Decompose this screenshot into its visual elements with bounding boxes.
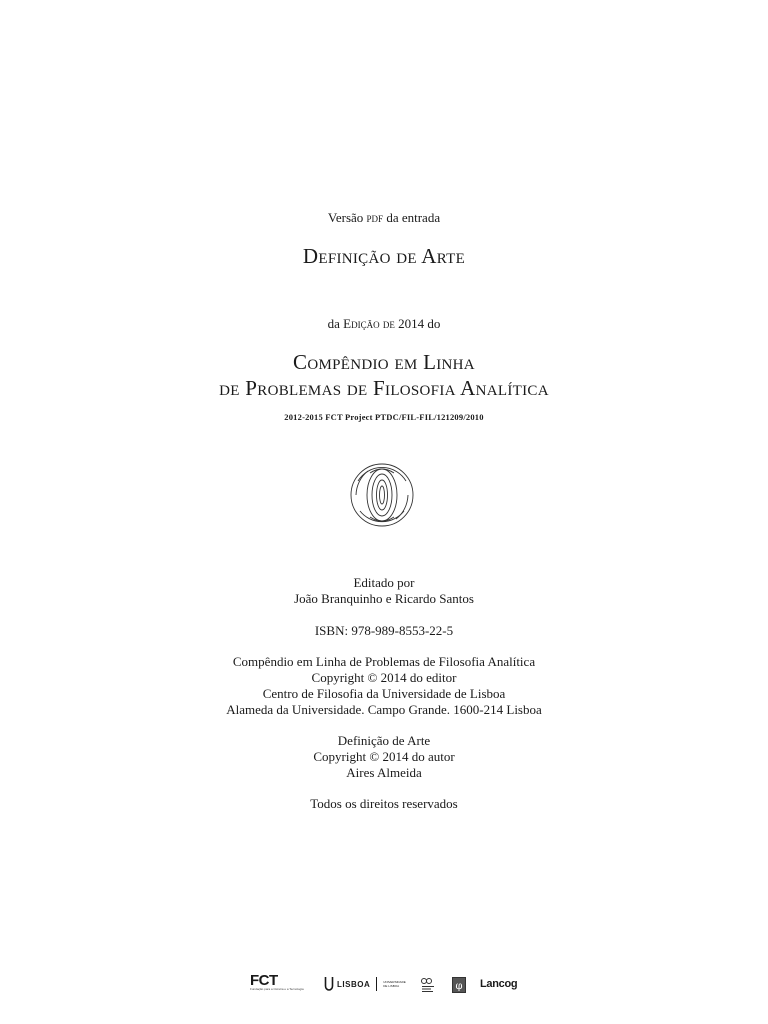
- entry-word: da entrada: [386, 210, 441, 225]
- faculty-logo-icon: [420, 977, 436, 993]
- rights-reserved: Todos os direitos reservados: [310, 796, 458, 811]
- philosophy-centre-logo-icon: [452, 977, 466, 993]
- svg-text:φ: φ: [455, 981, 463, 992]
- fct-logo-text: FCT: [250, 972, 278, 989]
- fct-logo: [250, 974, 304, 991]
- compendium-title-line2: de Problemas de Filosofia Analítica: [219, 376, 549, 400]
- center-name: Centro de Filosofia da Universidade de Lisboa: [262, 686, 506, 701]
- compendium-emblem-icon: [348, 461, 416, 529]
- edition-pre: da: [327, 316, 340, 331]
- fct-logo-subtext: Fundação para a Ciência e a Tecnologia: [250, 987, 304, 991]
- editor-copyright: Copyright © 2014 do editor: [311, 670, 457, 685]
- entry-title: Definição de Arte: [302, 244, 466, 268]
- version-word: Versão: [327, 210, 364, 225]
- isbn: ISBN: 978-989-8553-22-5: [314, 623, 454, 638]
- lisboa-u-icon: [324, 976, 334, 992]
- lisboa-logo-text: LISBOA: [337, 979, 371, 989]
- author-name: Aires Almeida: [346, 765, 422, 780]
- lancog-logo: Lancog: [480, 978, 518, 990]
- edition-label: Edição de: [343, 316, 395, 331]
- editors: João Branquinho e Ricardo Santos: [294, 591, 474, 606]
- compendium-title-line1: Compêndio em Linha: [293, 350, 475, 374]
- edition-year: 2014 do: [398, 316, 441, 331]
- address: Alameda da Universidade. Campo Grande. 1600-214 Lisboa: [226, 702, 542, 717]
- pdf-word: pdf: [366, 210, 384, 225]
- lisboa-sub2: DE LISBOA: [383, 984, 400, 988]
- lisboa-sub1: UNIVERSIDADE: [383, 980, 406, 984]
- compendium-line: Compêndio em Linha de Problemas de Filosofia Analítica: [232, 654, 536, 669]
- version-line: [0, 210, 768, 226]
- lisboa-divider: [376, 977, 377, 991]
- sponsor-logos: [250, 974, 520, 998]
- project-note: 2012-2015 FCT Project PTDC/FIL-FIL/121209/2010: [284, 412, 484, 422]
- lisboa-logo: [324, 976, 406, 992]
- edited-by: Editado por: [353, 575, 415, 590]
- edition-line: [0, 316, 768, 332]
- entry-title-credit: Definição de Arte: [337, 733, 431, 748]
- author-copyright: Copyright © 2014 do autor: [313, 749, 455, 764]
- lisboa-logo-subtext: [383, 980, 406, 988]
